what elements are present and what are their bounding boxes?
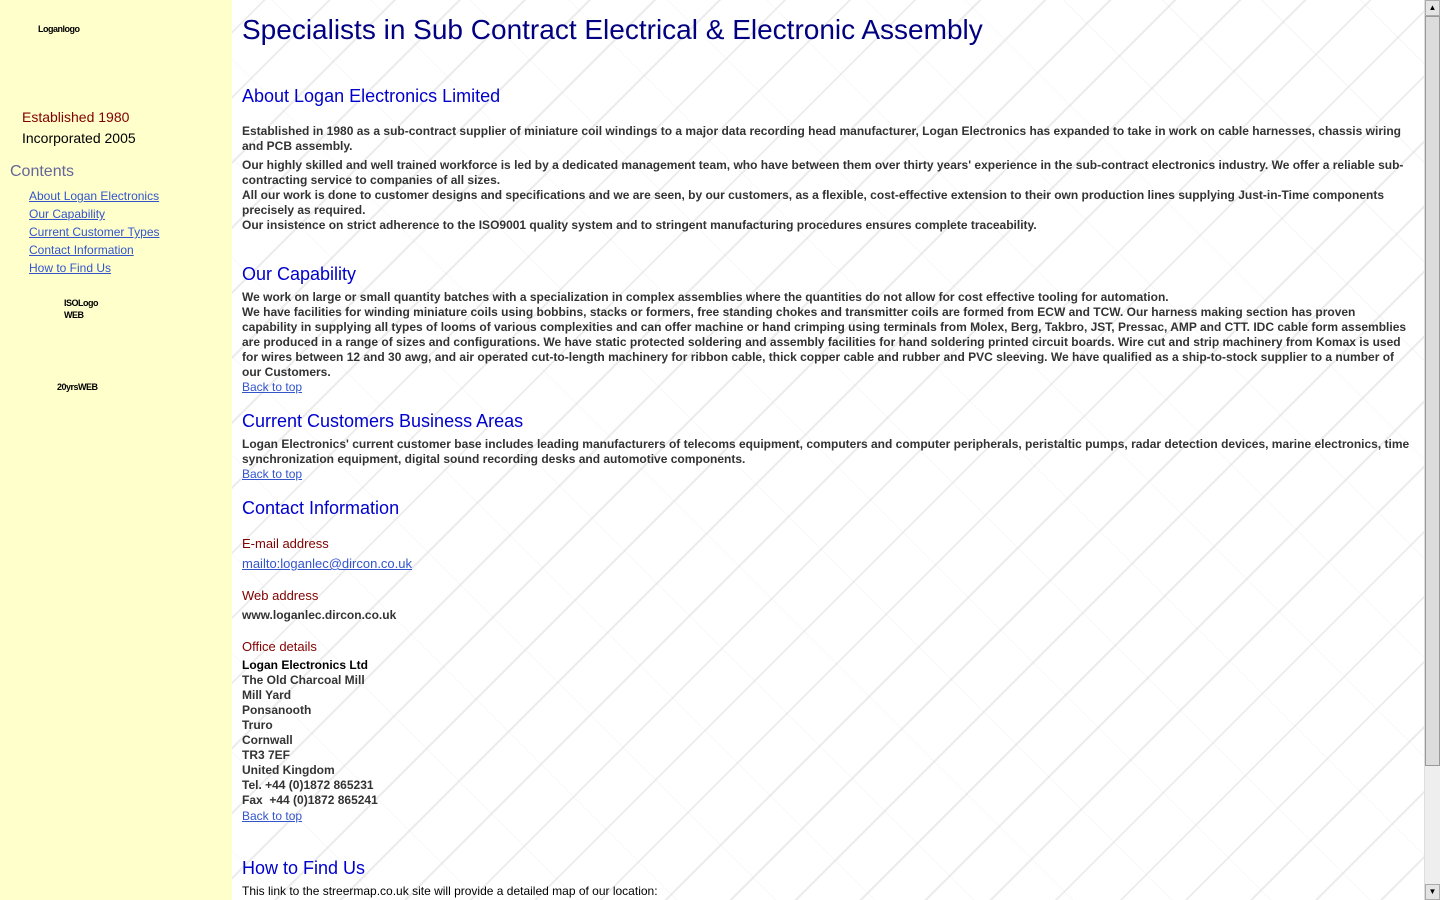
vertical-scrollbar[interactable] (1424, 0, 1440, 900)
sidebar (0, 0, 232, 900)
nav-link-capability[interactable]: Our Capability (29, 207, 106, 221)
established-text: Established 1980 (22, 109, 130, 125)
web-label: Web address (242, 588, 319, 603)
telephone-number: Tel. +44 (0)1872 865231 (242, 778, 374, 792)
email-label: E-mail address (242, 536, 329, 551)
back-to-top-link[interactable]: Back to top (242, 809, 303, 823)
scroll-down-arrow-icon[interactable]: ▼ (1425, 884, 1440, 900)
iso-logo (64, 297, 98, 321)
address-line: Mill Yard (242, 688, 292, 702)
office-address (242, 658, 378, 808)
address-line: United Kingdom (242, 763, 335, 777)
about-paragraph-1: Established in 1980 as a sub-contract supplier of miniature coil windings to a major data recording head manufacturer, Logan Electronics has expanded to take in work on cable harnesses, chassis wiring and PCB assembly. (242, 124, 1401, 153)
about-text-designs: All our work is done to customer designs and specifications and we are seen, by our customers, as a flexible, cost-effective extension to their own production lines supplying Just-in-Time components precisely as required. (242, 188, 1385, 217)
capability-heading: Our Capability (242, 264, 357, 284)
capability-paragraph (242, 290, 1414, 380)
scroll-up-arrow-icon[interactable]: ▲ (1425, 0, 1440, 16)
iso-logo-line2: WEB (64, 310, 84, 320)
address-line: The Old Charcoal Mill (242, 673, 365, 687)
address-line: Logan Electronics Ltd (242, 658, 369, 672)
incorporated-text: Incorporated 2005 (22, 130, 136, 146)
find-us-heading: How to Find Us (242, 858, 366, 878)
find-us-text: This link to the streermap.co.uk site will provide a detailed map of our location: (242, 884, 658, 898)
nav-link-customer-types[interactable]: Current Customer Types (29, 225, 160, 239)
about-text-quality: Our insistence on strict adherence to the ISO9001 quality system and to stringent manufacturing procedures ensures complete traceability. (242, 218, 1037, 232)
address-line: Truro (242, 718, 273, 732)
back-to-top-link[interactable]: Back to top (242, 467, 303, 481)
scrollbar-thumb[interactable] (1425, 16, 1440, 766)
contents-nav (29, 188, 160, 278)
address-line: Ponsanooth (242, 703, 312, 717)
address-line: TR3 7EF (242, 748, 291, 762)
twenty-years-logo: 20yrsWEB (57, 382, 98, 392)
about-paragraph-2 (242, 158, 1414, 233)
page-title: Specialists in Sub Contract Electrical & Electronic Assembly (242, 14, 983, 45)
capability-text-batches: We work on large or small quantity batches with a specialization in complex assemblies where the quantities do not allow for cost effective tooling for automation. (242, 290, 1169, 304)
capability-text-facilities: We have facilities for winding miniature coils using bobbins, stacks or formers, free standing chokes and transmitter coils are formed from ECW and TCW. Our harness making section has proven capability in supplying all types of looms of various complexities and can offer machine or hand crimping using terminals from Molex, Berg, Takbro, JST, Pressac, AMP and CTT. IDC cable form assemblies are produced in a range of sizes and configurations. We have static protected soldering and assembly facilities for hand soldering printed circuit boards. Wire cut and strip machinery from Komax is used for wires between 12 and 30 awg, and air operated cut-to-length machinery for ribbon cable, thick copper cable and rubber and PVC sleeving. We have qualified as a ship-to-stock supplier to a number of our Customers. (242, 305, 1407, 379)
customers-heading: Current Customers Business Areas (242, 411, 524, 431)
address-line: Cornwall (242, 733, 293, 747)
company-logo: Loganlogo (38, 24, 80, 34)
contents-heading: Contents (10, 163, 75, 180)
about-heading: About Logan Electronics Limited (242, 86, 501, 106)
office-label: Office details (242, 639, 317, 654)
customers-paragraph: Logan Electronics' current customer base includes leading manufacturers of telecoms equipment, computers and computer peripherals, peristaltic pumps, radar detection devices, marine electronics, time synchronization equipment, digital sound recording desks and automotive components. (242, 437, 1410, 466)
about-text-workforce: Our highly skilled and well trained workforce is led by a dedicated management team, who have between them over thirty years' experience in the sub-contract electronics industry. We offer a reliable sub-contracting service to companies of all sizes. (242, 158, 1404, 187)
main-content (232, 0, 1424, 900)
email-link[interactable]: mailto:loganlec@dircon.co.uk (242, 556, 413, 571)
nav-link-find-us[interactable]: How to Find Us (29, 261, 112, 275)
web-address: www.loganlec.dircon.co.uk (242, 608, 397, 622)
nav-link-about[interactable]: About Logan Electronics (29, 189, 160, 203)
fax-number: Fax +44 (0)1872 865241 (242, 793, 378, 807)
nav-link-contact[interactable]: Contact Information (29, 243, 134, 257)
iso-logo-line1: ISOLogo (64, 298, 98, 308)
back-to-top-link[interactable]: Back to top (242, 380, 303, 394)
contact-heading: Contact Information (242, 498, 400, 518)
